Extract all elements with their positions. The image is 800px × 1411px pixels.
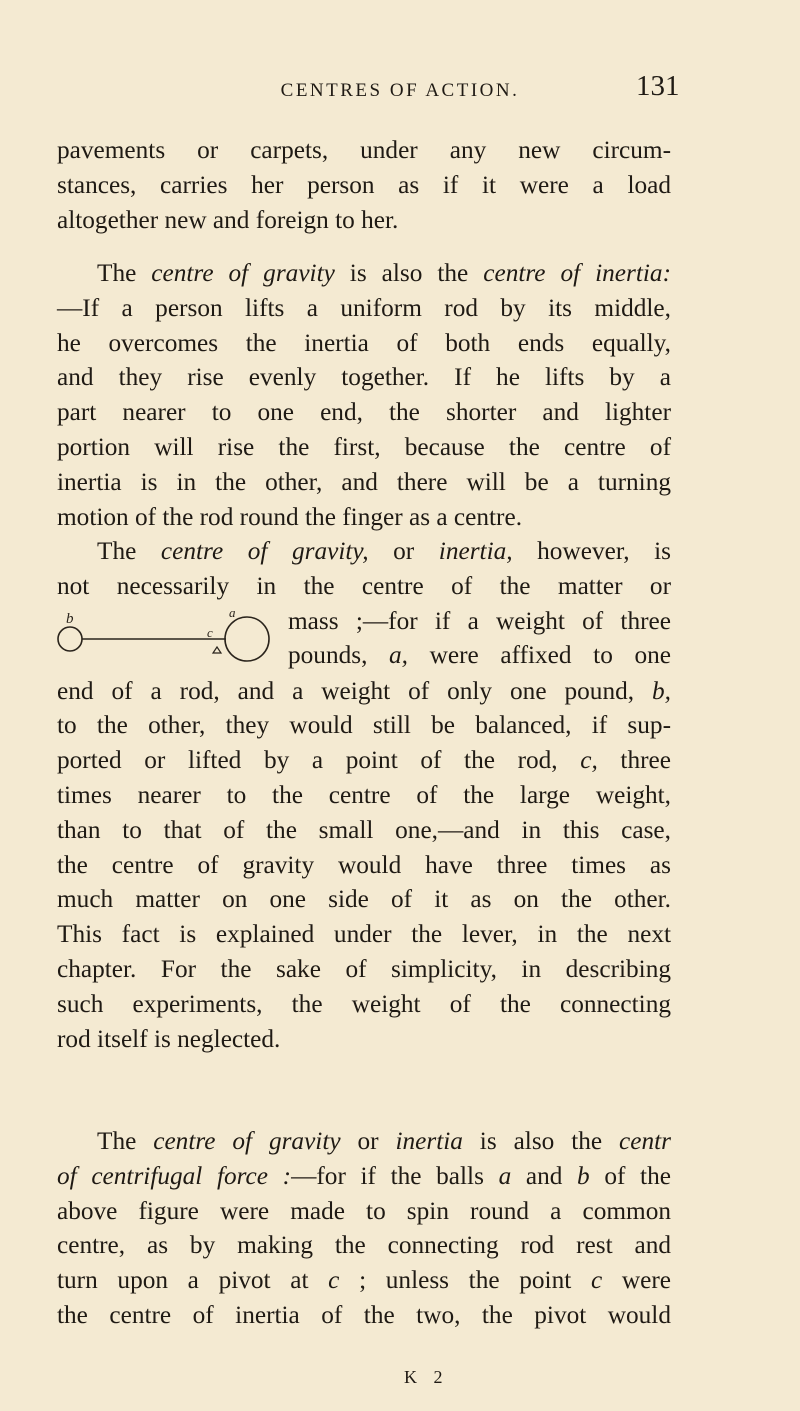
text-run: however, is [512,537,671,565]
running-title: CENTRES OF ACTION. [280,80,520,101]
text-line: mass ;—for if a weight of three [288,606,671,635]
italic-term: b, [652,676,671,705]
text-line: the centre of gravity would have three times as [57,850,671,879]
text-run: or [340,1127,396,1155]
italic-term: centr [619,1127,671,1155]
text-run: is also the [334,259,484,287]
text-run: The [97,537,161,565]
text-run: ; unless the point [339,1266,591,1295]
text-line [57,743,671,778]
italic-term: a, [389,641,409,670]
italic-term: c [590,1266,603,1295]
italic-term: a [498,1161,512,1190]
text-run: end of a rod, and a weight of only one pound, [57,676,653,705]
text-run: ported or lifted by a point of the rod, [57,746,581,775]
text-line: stances, carries her person as if it were a load [57,170,671,199]
paragraph-1 [57,133,671,237]
text-line [57,1124,671,1159]
large-weight-ball [225,617,269,661]
italic-term: inertia [395,1127,463,1155]
text-line: altogether new and foreign to her. [57,205,399,234]
italic-term: b [577,1161,590,1190]
text-line [57,1263,671,1298]
page-number: 131 [636,70,680,102]
text-line [57,674,671,709]
text-run: The [97,1127,154,1155]
text-run: were affixed to one [408,641,671,670]
italic-term: of centrifugal force : [57,1161,292,1190]
italic-term: centre of gravity [151,259,335,287]
text-line: the centre of inertia of the two, the pivot would [57,1300,671,1329]
text-run: three [597,746,671,775]
italic-term: centre of inertia: [483,259,671,287]
text-run: of the [589,1161,671,1190]
paragraph-3 [57,534,671,1056]
text-line: he overcomes the inertia of both ends equally, [57,328,671,357]
italic-term: centre of gravity [153,1127,341,1155]
text-line: motion of the rod round the finger as a centre. [57,502,523,531]
text-run: is also the [462,1127,620,1155]
small-weight-ball [58,627,82,651]
label-b: b [66,610,74,627]
text-line: This fact is explained under the lever, in the next [57,920,671,949]
text-line: above figure were made to spin round a common [57,1196,671,1225]
lever-figure [57,604,287,674]
text-run: were [602,1266,671,1295]
italic-term: centre of gravity, [160,537,369,565]
text-line: chapter. For the sake of simplicity, in describing [57,954,671,983]
text-line [57,534,671,569]
text-line [288,638,671,673]
text-line: inertia is in the other, and there will be a turning [57,467,671,496]
label-a: a [229,604,236,620]
italic-term: c, [580,746,598,775]
figure-row [57,604,671,674]
italic-term: inertia, [438,537,513,565]
text-line: and they rise evenly together. If he lifts by a [57,363,671,392]
text-line: than to that of the small one,—and in this case, [57,815,671,844]
text-line [57,1159,671,1194]
text-line: portion will rise the first, because the centre of [57,432,671,461]
text-line: much matter on one side of it as on the other. [57,885,671,914]
text-line: centre, as by making the connecting rod rest and [57,1231,671,1260]
text-line: times nearer to the centre of the large weight, [57,780,671,809]
signature-mark: K 2 [404,1367,449,1387]
paragraph-4 [57,1124,671,1333]
text-run: —for if the balls [291,1161,499,1190]
text-run: or [368,537,439,565]
text-line: not necessarily in the centre of the matter or [57,571,671,600]
text-line [57,256,671,291]
italic-term: c [328,1266,340,1295]
text-line: pavements or carpets, under any new circum- [57,136,671,164]
text-line: such experiments, the weight of the connecting [57,989,671,1018]
text-line: —If a person lifts a uniform rod by its middle, [57,293,671,322]
text-run: pounds, [288,641,390,670]
text-run: and [511,1161,578,1190]
pivot-mark [213,647,221,653]
text-line: rod itself is neglected. [57,1024,281,1053]
text-run: turn upon a pivot at [57,1266,329,1295]
text-line: to the other, they would still be balanced, if sup- [57,711,671,740]
label-c: c [207,624,213,640]
paragraph-2 [57,256,671,534]
figure-side-text [288,604,671,674]
text-line: part nearer to one end, the shorter and lighter [57,398,671,427]
text-run: The [97,259,152,287]
